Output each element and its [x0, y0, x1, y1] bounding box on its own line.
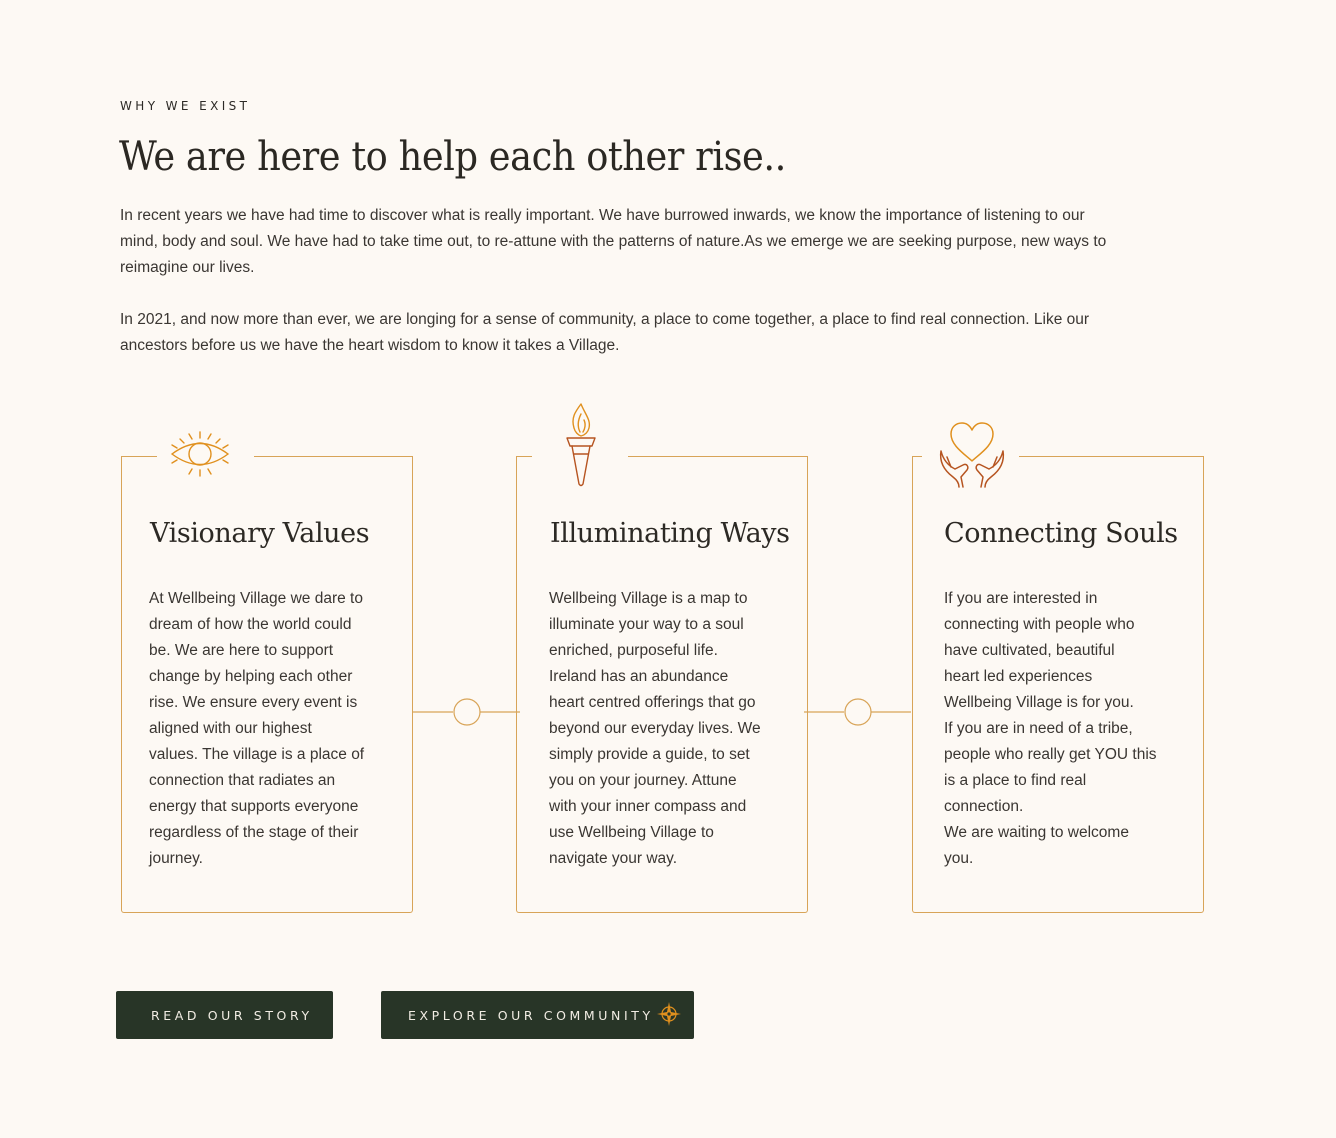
intro-paragraph-2: In 2021, and now more than ever, we are longing for a sense of community, a place to come together, a place to find real connection. Like our ancestors before us we have the heart wisdom to know it takes a Village.	[120, 311, 1090, 354]
page-title: We are here to help each other rise..	[119, 134, 786, 180]
compass-icon	[656, 1001, 682, 1030]
explore-our-community-button[interactable]	[381, 991, 694, 1039]
card-illuminating-ways	[516, 456, 808, 913]
card-visionary-values	[121, 456, 413, 913]
card-title: Illuminating Ways	[550, 518, 790, 549]
read-our-story-button[interactable]	[116, 991, 333, 1039]
card-body: If you are interested in connecting with people who have cultivated, beautiful heart led experiences Wellbeing Village is for you. If you are in need of a tribe, people who really get YOU this is a place to find real connection. We are waiting to welcome you.	[944, 590, 1157, 867]
card-body: At Wellbeing Village we dare to dream of how the world could be. We are here to support change by helping each other rise. We ensure every event is aligned with our highest values. The village is a place of connection that radiates an energy that supports everyone regardless of the stage of their journey.	[149, 590, 365, 867]
connector-2	[804, 698, 912, 731]
card-connecting-souls	[912, 456, 1204, 913]
button-label: READ OUR STORY	[151, 1007, 313, 1023]
connector-1	[413, 698, 521, 731]
heart-hands-icon	[937, 421, 1007, 494]
card-body: Wellbeing Village is a map to illuminate your way to a soul enriched, purposeful life. Ireland has an abundance heart centred offerings that go beyond our everyday lives. We simply provide a guide, to set you on your journey. Attune with your inner compass and use Wellbeing Village to navigate your way.	[549, 590, 761, 867]
eyebrow: WHY WE EXIST	[120, 99, 251, 113]
torch-icon	[563, 402, 599, 493]
intro-paragraph-1: In recent years we have had time to discover what is really important. We have burrowed inwards, we know the importance of listening to our mind, body and soul. We have had to take time out, to re-attune with the patterns of nature.As we emerge we are seeking purpose, new ways to reimagine our lives.	[120, 207, 1107, 276]
button-label: EXPLORE OUR COMMUNITY	[408, 1007, 654, 1023]
card-title: Visionary Values	[150, 518, 370, 549]
card-title: Connecting Souls	[944, 518, 1178, 549]
eye-icon	[168, 431, 232, 484]
